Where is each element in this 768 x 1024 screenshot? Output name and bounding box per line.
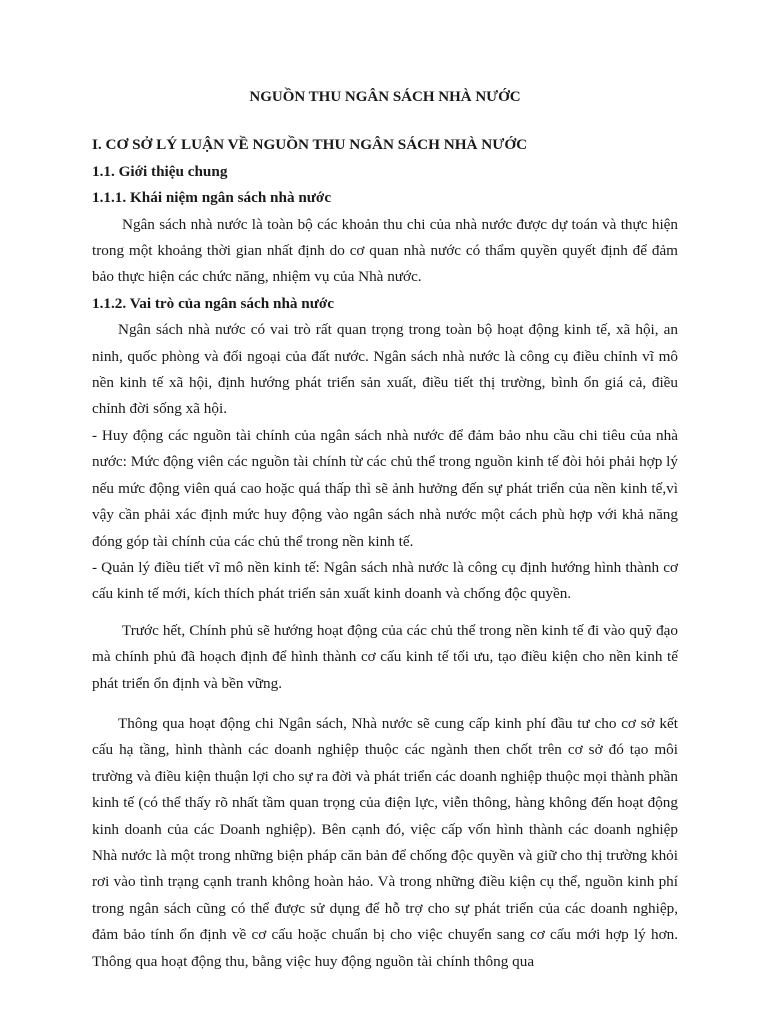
section-heading: I. CƠ SỞ LÝ LUẬN VỀ NGUỒN THU NGÂN SÁCH NHÀ NƯỚC	[92, 136, 528, 154]
subheading-1-1-2: 1.1.2. Vai trò của ngân sách nhà nước	[92, 294, 335, 312]
document-page	[92, 84, 678, 975]
paragraph-first-of-all: Trước hết, Chính phủ sẽ hướng hoạt động của các chủ thể trong nền kinh tế đi vào quỹ đạo mà chính phủ đã hoạch định để hình thành cơ cấu kinh tế tối ưu, tạo điều kiện cho nền kinh tế phát triển ổn định và bền vững.	[92, 621, 678, 692]
paragraph-mobilize-funds: - Huy động các nguồn tài chính của ngân sách nhà nước để đảm bảo nhu cầu chi tiêu của nhà nước: Mức động viên các nguồn tài chính từ các chủ thể trong nguồn kinh tế đòi hỏi phải hợp lý nếu mức động viên quá cao hoặc quá thấp thì sẽ ảnh hưởng đến sự phát triển của nền kinh tế,vì vậy cần phải xác định mức huy động vào ngân sách nhà nước một cách phù hợp với khả năng đóng góp tài chính của các chủ thể trong nền kinh tế.	[92, 426, 678, 550]
paragraph-definition: Ngân sách nhà nước là toàn bộ các khoản thu chi của nhà nước được dự toán và thực hiện trong một khoảng thời gian nhất định do cơ quan nhà nước có thẩm quyền quyết định để đảm bảo thực hiện các chức năng, nhiệm vụ của Nhà nước.	[92, 215, 678, 286]
subheading-1-1: 1.1. Giới thiệu chung	[92, 162, 228, 180]
paragraph-macro-regulation: - Quản lý điều tiết vĩ mô nền kinh tế: Ngân sách nhà nước là công cụ định hướng hình thành cơ cấu kinh tế mới, kích thích phát triển sản xuất kinh doanh và chống độc quyền.	[92, 558, 678, 603]
paragraph-spending-activity: Thông qua hoạt động chi Ngân sách, Nhà nước sẽ cung cấp kinh phí đầu tư cho cơ sở kết cấu hạ tầng, hình thành các doanh nghiệp thuộc các ngành then chốt trên cơ sở đó tạo môi trường và điều kiện thuận lợi cho sự ra đời và phát triển các doanh nghiệp thuộc mọi thành phần kinh tế (có thể thấy rõ nhất tầm quan trọng của điện lực, viễn thông, hàng không đến hoạt động kinh doanh của các Doanh nghiệp). Bên cạnh đó, việc cấp vốn hình thành các doanh nghiệp Nhà nước là một trong những biện pháp căn bản để chống độc quyền và giữ cho thị trường khỏi rơi vào tình trạng cạnh tranh không hoàn hảo. Và trong những điều kiện cụ thể, nguồn kinh phí trong ngân sách cũng có thể được sử dụng để hỗ trợ cho sự phát triển của các doanh nghiệp, đảm bảo tính ổn định về cơ cấu hoặc chuẩn bị cho việc chuyển sang cơ cấu mới hợp lý hơn. Thông qua hoạt động thu, bằng việc huy động nguồn tài chính thông qua	[92, 714, 678, 970]
subheading-1-1-1: 1.1.1. Khái niệm ngân sách nhà nước	[92, 189, 332, 207]
document-title: NGUỒN THU NGÂN SÁCH NHÀ NƯỚC	[249, 89, 521, 105]
paragraph-role: Ngân sách nhà nước có vai trò rất quan trọng trong toàn bộ hoạt động kinh tế, xã hội, an ninh, quốc phòng và đối ngoại của đất nước. Ngân sách nhà nước là công cụ điều chỉnh vĩ mô nền kinh tế xã hội, định hướng phát triển sản xuất, điều tiết thị trường, bình ổn giá cả, điều chỉnh đời sống xã hội.	[92, 321, 678, 418]
